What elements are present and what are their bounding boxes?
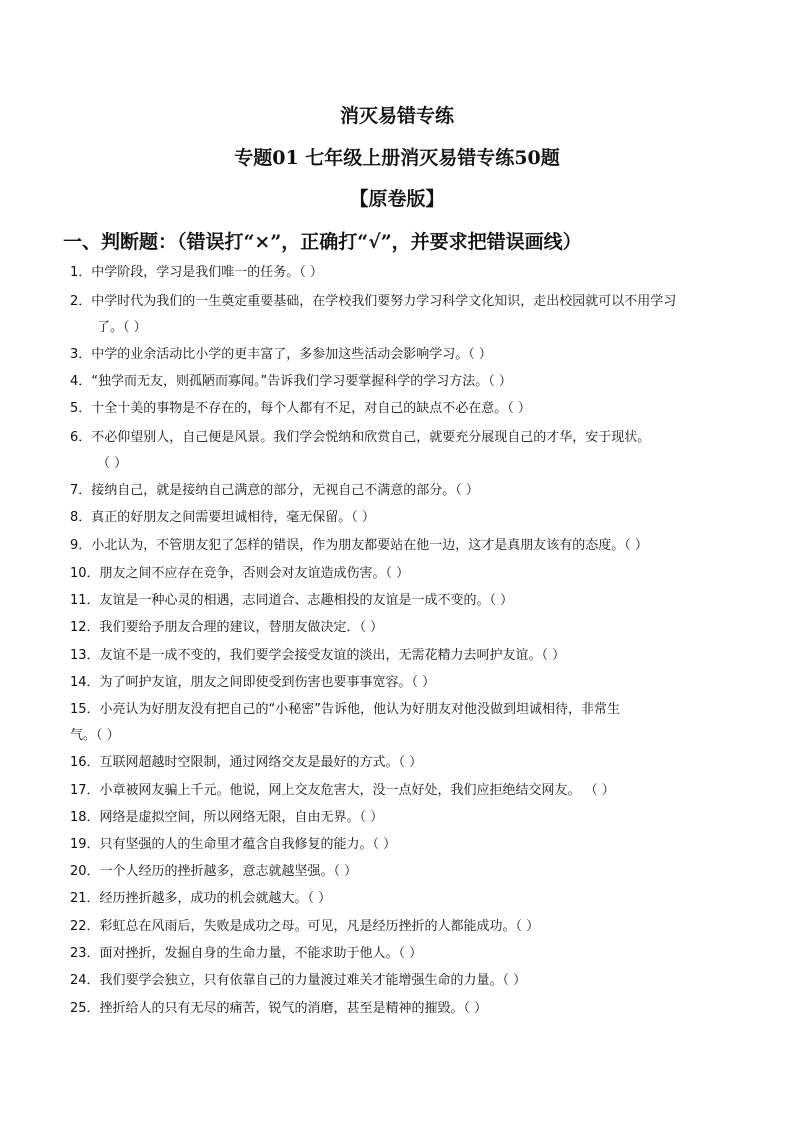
document-title: 消灭易错专练	[339, 105, 454, 127]
question-item: 11．友谊是一种心灵的相遇，志同道合、志趣相投的友谊是一成不变的。（ ）	[70, 593, 514, 608]
edition-label: 【原卷版】	[349, 188, 445, 210]
question-item: 5．十全十美的事物是不存在的，每个人都有不足，对自己的缺点不必在意。（ ）	[70, 401, 531, 416]
question-continuation: 气。（ ）	[70, 728, 120, 743]
section-heading: 一、判断题：（错误打“×”，正确打“√”，并要求把错误画线）	[63, 231, 582, 253]
question-item: 7．接纳自己，就是接纳自己满意的部分，无视自己不满意的部分。（ ）	[70, 483, 479, 498]
question-item: 9．小北认为，不管朋友犯了怎样的错误，作为朋友都要站在他一边，这才是真朋友该有的态度。（ ）	[70, 538, 648, 553]
question-item: 1．中学阶段，学习是我们唯一的任务。（ ）	[70, 265, 323, 280]
question-item: 4．“独学而无友，则孤陋而寡闻。”告诉我们学习要掌握科学的学习方法。（ ）	[70, 374, 512, 389]
question-item: 18．网络是虚拟空间，所以网络无限，自由无界。（ ）	[70, 810, 384, 825]
question-continuation: （ ）	[97, 456, 128, 471]
question-item: 24．我们要学会独立，只有依靠自己的力量渡过难关才能增强生命的力量。（ ）	[70, 973, 527, 988]
question-item: 15．小亮认为好朋友没有把自己的“小秘密”告诉他，他认为好朋友对他没做到坦诚相待，非常生	[70, 702, 621, 717]
question-item: 25．挫折给人的只有无尽的痛苦，锐气的消磨，甚至是精神的摧毁。（ ）	[70, 1001, 488, 1016]
question-item: 2．中学时代为我们的一生奠定重要基础，在学校我们要努力学习科学文化知识，走出校园就可以不用学习	[70, 294, 677, 309]
question-item: 3．中学的业余活动比小学的更丰富了，多参加这些活动会影响学习。（ ）	[70, 347, 492, 362]
question-continuation: 了。（ ）	[97, 320, 147, 335]
question-item: 21．经历挫折越多，成功的机会就越大。（ ）	[70, 891, 332, 906]
question-item: 6．不必仰望别人，自己便是风景。我们学会悦纳和欣赏自己，就要充分展现自己的才华，安于现状。	[70, 430, 651, 445]
document-subtitle: 专题01 七年级上册消灭易错专练50题	[234, 147, 560, 169]
question-item: 23．面对挫折，发掘自身的生命力量，不能求助于他人。（ ）	[70, 946, 423, 961]
question-item: 20．一个人经历的挫折越多，意志就越坚强。（ ）	[70, 864, 358, 879]
question-item: 22．彩虹总在风雨后，失败是成功之母。可见，凡是经历挫折的人都能成功。（ ）	[70, 919, 540, 934]
question-item: 16．互联网超越时空限制，通过网络交友是最好的方式。（ ）	[70, 755, 423, 770]
question-item: 13．友谊不是一成不变的，我们要学会接受友谊的淡出，无需花精力去呵护友谊。（ ）	[70, 648, 566, 663]
question-item: 8．真正的好朋友之间需要坦诚相待，毫无保留。（ ）	[70, 510, 375, 525]
question-item: 10．朋友之间不应存在竞争，否则会对友谊造成伤害。（ ）	[70, 566, 410, 581]
question-item: 17．小章被网友骗上千元。他说，网上交友危害大，没一点好处，我们应拒绝结交网友。 （ ）	[70, 783, 615, 798]
question-item: 12．我们要给予朋友合理的建议，替朋友做决定．（ ）	[70, 620, 384, 635]
question-item: 14．为了呵护友谊，朋友之间即使受到伤害也要事事宽容。（ ）	[70, 675, 436, 690]
question-item: 19．只有坚强的人的生命里才蕴含自我修复的能力。（ ）	[70, 837, 397, 852]
